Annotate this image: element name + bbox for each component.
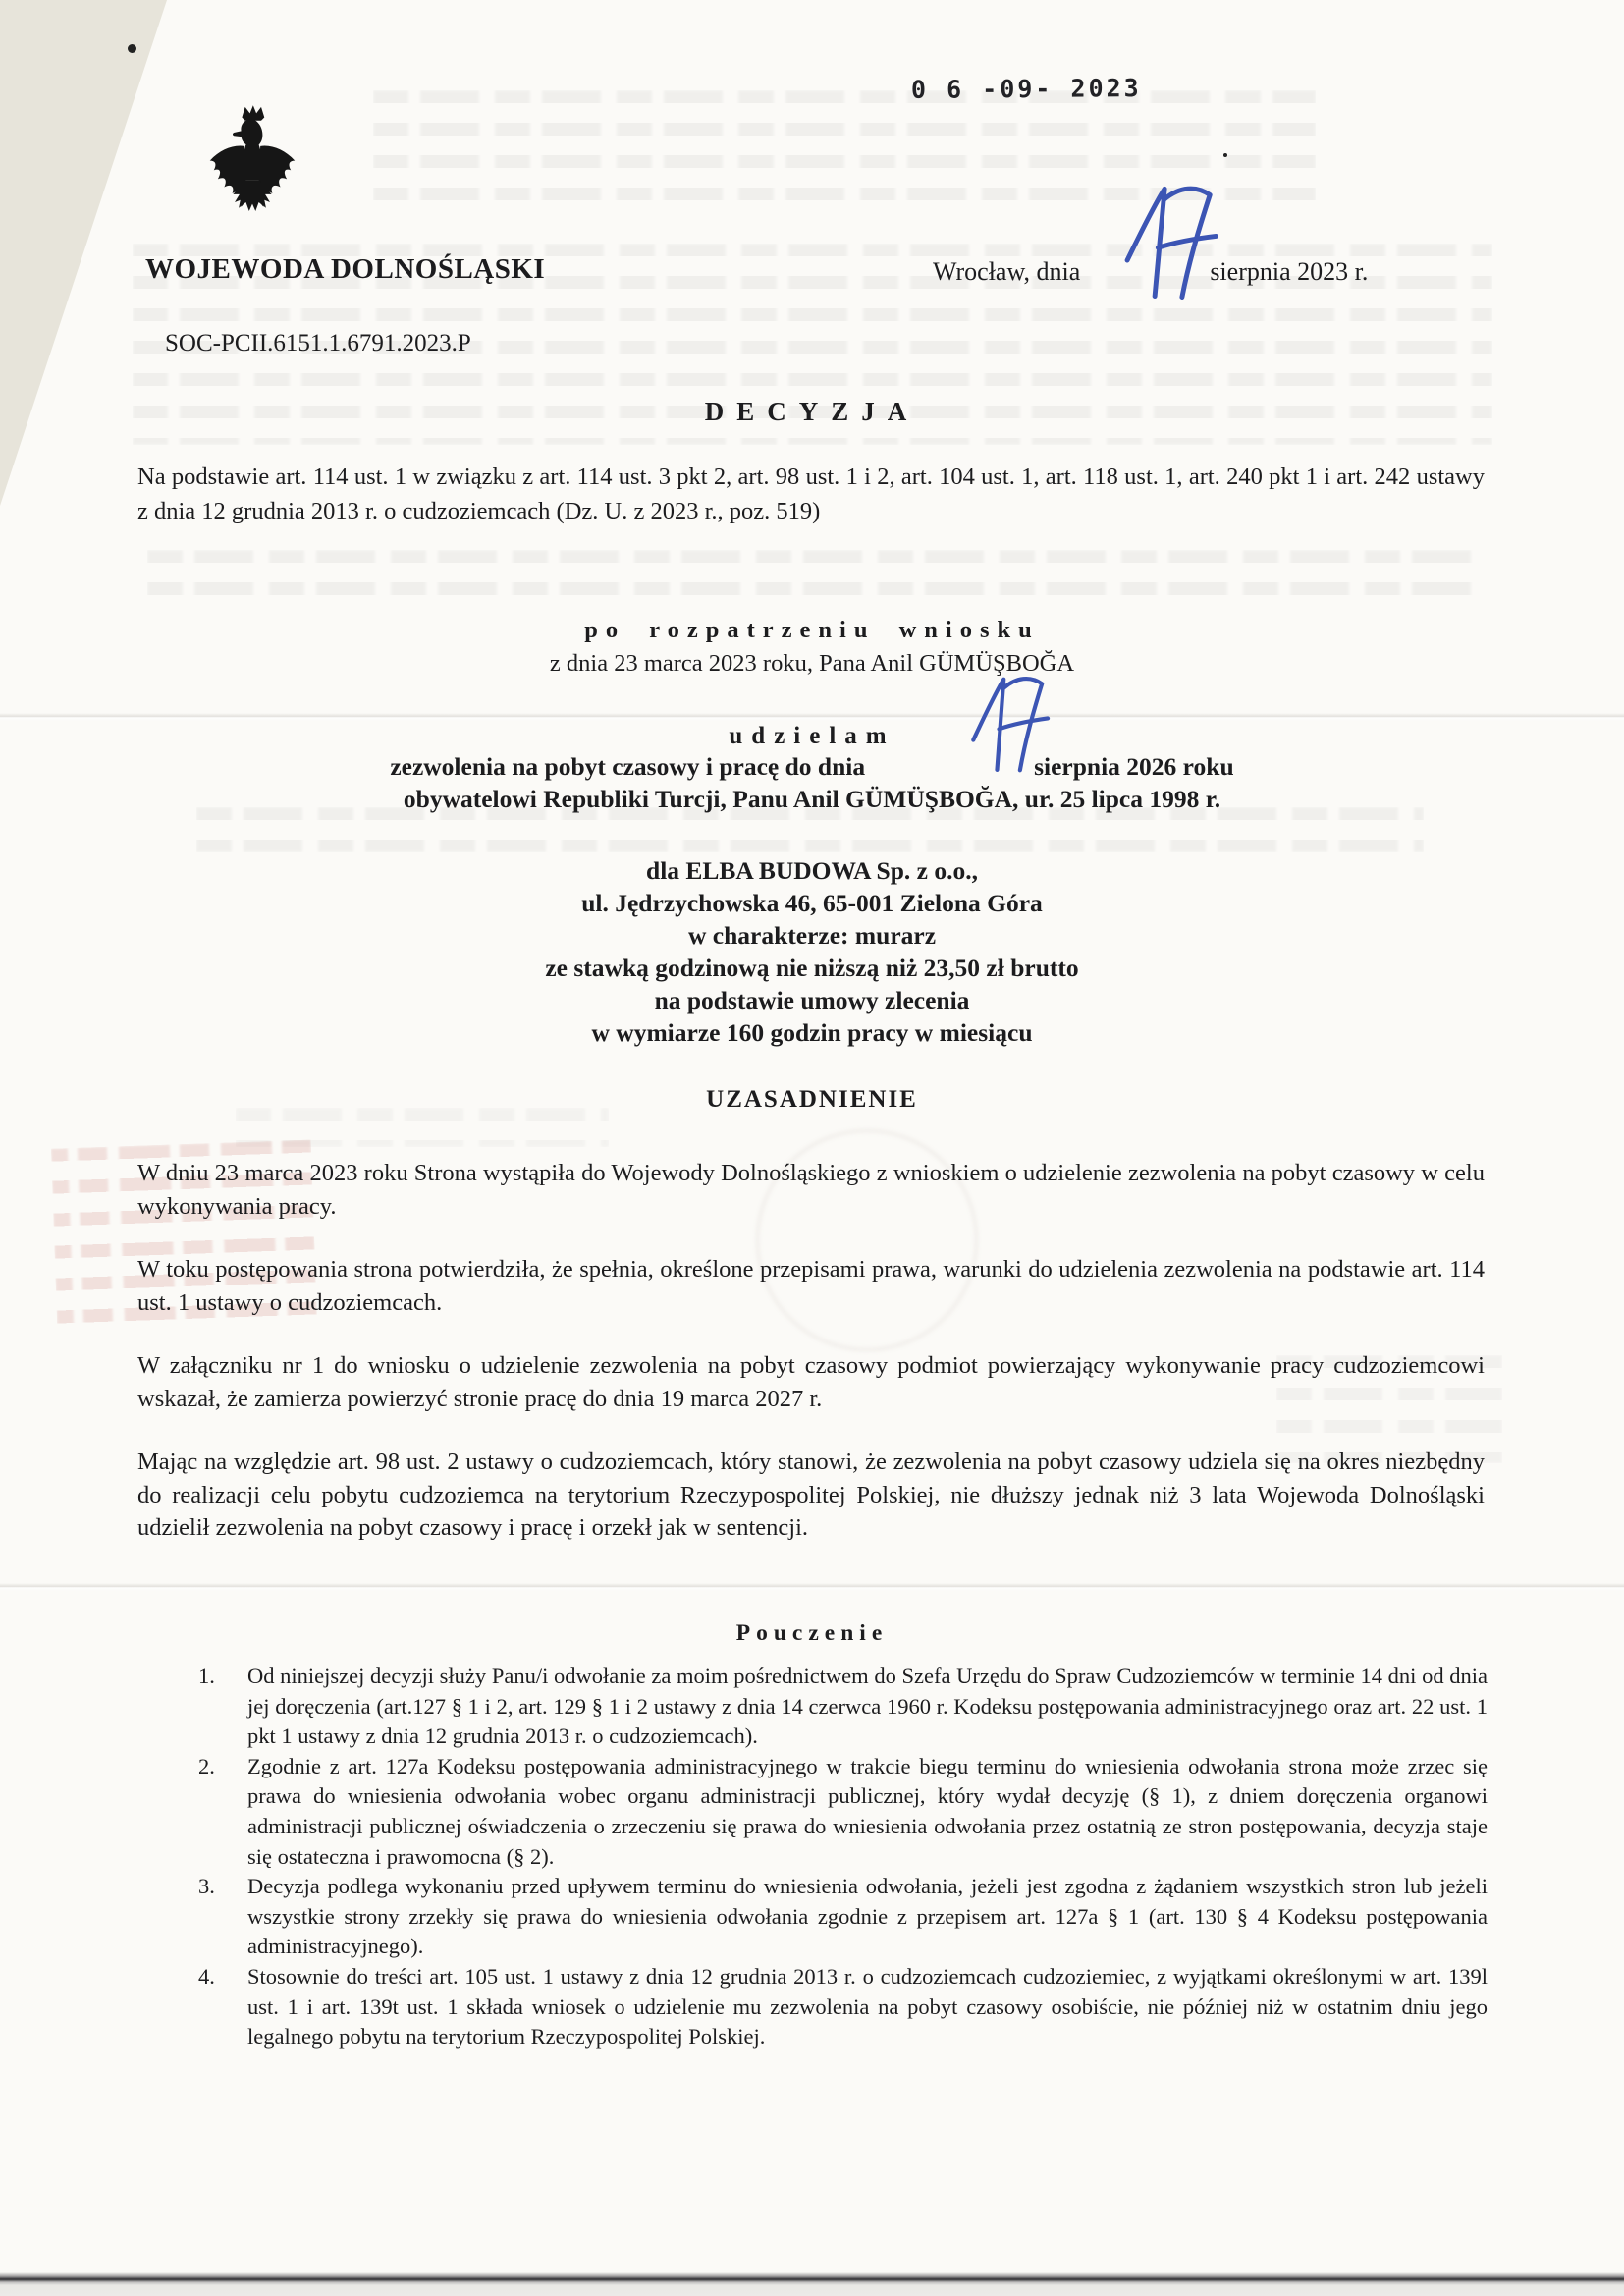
received-date-stamp: 0 6 -09- 2023 xyxy=(910,74,1142,104)
grant-line xyxy=(0,752,1624,782)
grant-suffix: sierpnia 2026 roku xyxy=(1034,752,1234,781)
bleed-through-texture xyxy=(147,550,1483,613)
instruction-item xyxy=(196,1962,1488,2052)
justification-paragraph: Mając na względzie art. 98 ust. 2 ustawy o cudzoziemcach, który stanowi, że zezwolenia na pobyt czasowy udziela się na okres niezbędny do realizacji celu pobytu cudzoziemca na terytorium Rzeczypospolitej Polskiej, nie dłuższy jednak niż 3 lata Wojewoda Dolnośląski udzielił zezwolenia na pobyt czasowy i pracę i orzekł jak w sentencji. xyxy=(137,1449,1485,1541)
job-title-line: w charakterze: murarz xyxy=(687,921,937,950)
wage-line: ze stawką godzinową nie niższą niż 23,50 zł brutto xyxy=(545,954,1079,982)
decision-title: DECYZJA xyxy=(704,397,920,426)
instruction-title: Pouczenie xyxy=(735,1620,889,1646)
instruction-item-text: Decyzja podlega wykonaniu przed upływem terminu do wniesienia odwołania, jeżeli jest zgodna z żądaniem wszystkich stron lub jeżeli wszystkie strony zrzekły się prawa do wniesienia odwołania zgodnie z przepisem art. 127a § 1 (art. 130 § 4 Kodeksu postępowania administracyjnego). xyxy=(247,1874,1488,1959)
handwritten-day-grant xyxy=(963,671,1056,775)
page-bottom-edge xyxy=(0,2272,1624,2296)
employer-name-line: dla ELBA BUDOWA Sp. z o.o., xyxy=(646,856,978,885)
contract-type-line: na podstawie umowy zlecenia xyxy=(654,986,970,1014)
case-number: SOC-PCII.6151.1.6791.2023.P xyxy=(165,330,471,356)
working-hours-line: w wymiarze 160 godzin pracy w miesiącu xyxy=(591,1018,1033,1047)
justification-paragraph: W toku postępowania strona potwierdziła, że spełnia, określone przepisami prawa, warunki do udzielenia zezwolenia na podstawie art. 114 ust. 1 ustawy o cudzoziemcach. xyxy=(137,1256,1485,1316)
justification-title: UZASADNIENIE xyxy=(706,1086,918,1113)
instruction-item xyxy=(196,1662,1488,1752)
instruction-item-number: 2. xyxy=(198,1753,215,1778)
instruction-list xyxy=(196,1662,1488,2052)
instruction-item xyxy=(196,1752,1488,1872)
paper-crease xyxy=(0,713,1624,721)
employer-address-line: ul. Jędrzychowska 46, 65-001 Zielona Góra xyxy=(581,889,1043,917)
instruction-item xyxy=(196,1872,1488,1962)
handwritten-day-header xyxy=(1115,173,1226,308)
instruction-item-number: 1. xyxy=(198,1664,215,1688)
instruction-item-number: 4. xyxy=(198,1963,215,1989)
justification-paragraph: W załączniku nr 1 do wniosku o udzielenie zezwolenia na pobyt czasowy podmiot powierzający wykonywanie pracy cudzoziemcowi wskazał, że zamierza powierzyć stronie pracę do dnia 19 marca 2027 r. xyxy=(137,1352,1485,1412)
place-date-suffix: sierpnia 2023 r. xyxy=(1210,257,1369,286)
instruction-item-number: 3. xyxy=(198,1874,215,1899)
grant-prefix: zezwolenia na pobyt czasowy i pracę do dnia xyxy=(390,752,866,781)
polish-eagle-emblem-icon xyxy=(204,94,300,249)
grant-word: udzielam xyxy=(729,723,895,749)
instruction-item-text: Zgodnie z art. 127a Kodeksu postępowania administracyjnego w trakcie biegu terminu do wniesienia odwołania strona może zrzec się prawa do wniesienia odwołania wobec organu administracji publicznej, który wydał decyzję (§ 1), z dniem doręczenia organowi administracji publicznej oświadczenia o zrzeczeniu się prawa do wniesienia odwołania przez ostatnią ze stron postępowania, decyzja staje się ostateczna i prawomocna (§ 2). xyxy=(247,1753,1488,1869)
after-review-line: po rozpatrzeniu wniosku xyxy=(584,617,1040,643)
justification-paragraph: W dniu 23 marca 2023 roku Strona wystąpiła do Wojewody Dolnośląskiego z wnioskiem o udzielenie zezwolenia na pobyt czasowy w celu wykonywania pracy. xyxy=(137,1160,1485,1220)
instruction-item-text: Stosownie do treści art. 105 ust. 1 ustawy z dnia 12 grudnia 2013 r. o cudzoziemcach cudzoziemiec, z wyjątkami określonymi w art. 139l ust. 1 i art. 139t ust. 1 składa wniosek o udzielenie mu zezwolenia na pobyt czasowy osobiście, nie później niż w ostatnim dniu jego legalnego pobytu na terytorium Rzeczypospolitej Polskiej. xyxy=(247,1963,1488,2050)
ink-speck xyxy=(128,44,136,53)
beneficiary-line: obywatelowi Republiki Turcji, Panu Anil GÜMÜŞBOĞA, ur. 25 lipca 1998 r. xyxy=(403,785,1221,813)
instruction-item-text: Od niniejszej decyzji służy Panu/i odwołanie za moim pośrednictwem do Szefa Urzędu do Spraw Cudzoziemców w terminie 14 dni od dnia jej doręczenia (art.127 § 1 i 2, art. 129 § 1 i 2 ustawy z dnia 14 czerwca 1960 r. Kodeksu postępowania administracyjnego oraz art. 22 ust. 1 pkt 1 ustawy z dnia 12 grudnia 2013 r. o cudzoziemcach). xyxy=(247,1664,1488,1749)
place-date-prefix: Wrocław, dnia xyxy=(933,257,1081,286)
application-date-line: z dnia 23 marca 2023 roku, Pana Anil GÜMÜŞBOĞA xyxy=(549,650,1075,677)
paper-crease xyxy=(0,1583,1624,1591)
authority-name: WOJEWODA DOLNOŚLĄSKI xyxy=(145,253,546,285)
legal-basis-paragraph: Na podstawie art. 114 ust. 1 w związku z art. 114 ust. 3 pkt 2, art. 98 ust. 1 i 2, art. 104 ust. 1, art. 118 ust. 1, art. 240 pkt 1 i art. 242 ustawy z dnia 12 grudnia 2013 r. o cudzoziemcach (Dz. U. z 2023 r., poz. 519) xyxy=(137,464,1485,524)
